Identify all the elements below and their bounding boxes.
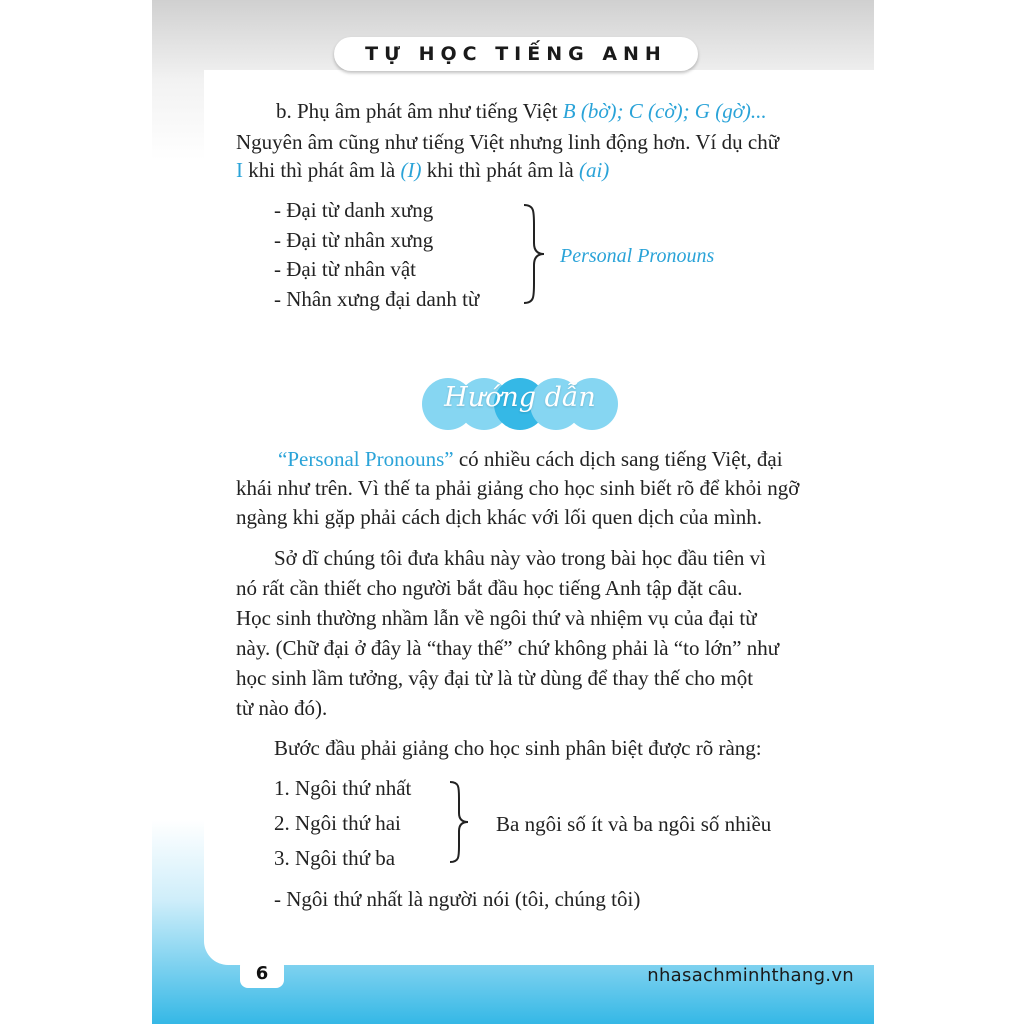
pronoun-item: - Đại từ nhân xưng (274, 228, 434, 252)
pronoun-item: - Đại từ nhân vật (274, 257, 417, 281)
book-page (152, 0, 874, 1024)
first-person-note: - Ngôi thứ nhất là người nói (tôi, chúng tôi) (274, 887, 641, 911)
right-brace-icon (448, 780, 470, 864)
guide-p2-line: từ nào đó). (236, 696, 328, 720)
right-brace-icon (522, 203, 546, 305)
para-b-line-2: Nguyên âm cũng như tiếng Việt nhưng linh động hơn. Ví dụ chữ (236, 130, 780, 154)
guide-p2-line: nó rất cần thiết cho người bắt đầu học tiếng Anh tập đặt câu. (236, 576, 743, 600)
guide-p2-line: Sở dĩ chúng tôi đưa khâu này vào trong bài học đầu tiên vì (274, 546, 766, 570)
para-b-line-1: b. Phụ âm phát âm như tiếng Việt B (bờ); C (cờ); G (gờ)... (276, 99, 767, 123)
section-badge (422, 378, 618, 430)
header-title: TỰ HỌC TIẾNG ANH (365, 43, 667, 65)
guide-p1-line-3: ngàng khi gặp phải cách dịch khác với lối quen dịch của mình. (236, 505, 763, 529)
consonant-examples: B (bờ); C (cờ); G (gờ)... (562, 99, 767, 123)
pronoun-item: - Đại từ danh xưng (274, 198, 434, 222)
personal-pronouns-label: Personal Pronouns (560, 245, 715, 267)
pronoun-item: - Nhân xưng đại danh từ (274, 287, 480, 311)
guide-p1-line-1: “Personal Pronouns” có nhiều cách dịch sang tiếng Việt, đại (278, 447, 783, 471)
person-item: 3. Ngôi thứ ba (274, 846, 396, 870)
badge-label: Hướng dẫn (444, 382, 596, 413)
personal-pronouns-quote: “Personal Pronouns” (278, 447, 454, 471)
running-header (334, 37, 698, 71)
person-list-label: Ba ngôi số ít và ba ngôi số nhiều (496, 812, 772, 836)
guide-p3: Bước đầu phải giảng cho học sinh phân biệt được rõ ràng: (274, 736, 762, 760)
guide-p2-line: học sinh lầm tưởng, vậy đại từ là từ dùng để thay thế cho một (236, 666, 754, 690)
guide-p2-line: này. (Chữ đại ở đây là “thay thế” chứ không phải là “to lớn” như (236, 636, 780, 660)
page-number: 6 (240, 958, 284, 988)
publisher-website: nhasachminhthang.vn (647, 965, 854, 986)
person-item: 2. Ngôi thứ hai (274, 811, 401, 835)
guide-p1-line-2: khái như trên. Vì thế ta phải giảng cho học sinh biết rõ để khỏi ngỡ (236, 476, 800, 500)
guide-p2-line: Học sinh thường nhầm lẫn về ngôi thứ và nhiệm vụ của đại từ (236, 606, 757, 630)
letter-i: I (236, 158, 243, 182)
para-b-line-3: I khi thì phát âm là (I) khi thì phát âm là (ai) (236, 158, 610, 182)
person-item: 1. Ngôi thứ nhất (274, 776, 412, 800)
